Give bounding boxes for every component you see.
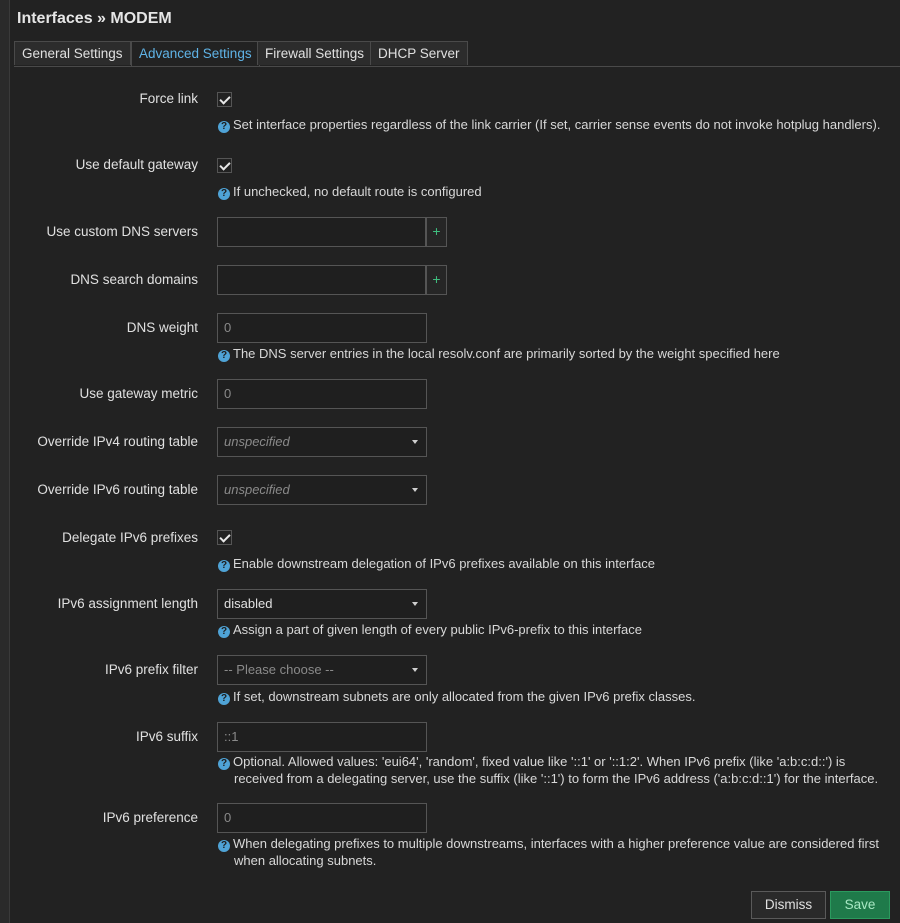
assign-length-value: disabled (224, 596, 273, 611)
ipv6-table-label: Override IPv6 routing table (37, 482, 198, 497)
dismiss-button[interactable]: Dismiss (751, 891, 826, 919)
custom-dns-label: Use custom DNS servers (46, 224, 198, 239)
suffix-label: IPv6 suffix (135, 729, 198, 744)
page-title: Interfaces » MODEM (17, 10, 172, 27)
tab-bar (14, 41, 900, 67)
chevron-down-icon (412, 488, 418, 492)
prefix-filter-label: IPv6 prefix filter (104, 662, 198, 677)
dns-weight-input[interactable]: 0 (217, 313, 427, 343)
prefix-filter-value: -- Please choose -- (224, 662, 334, 677)
assign-length-help (218, 621, 642, 638)
assign-length-label: IPv6 assignment length (57, 596, 198, 611)
help-text: If set, downstream subnets are only allocated from the given IPv6 prefix classes. (233, 689, 696, 704)
help-text: When delegating prefixes to multiple downstreams, interfaces with a higher preference value are considered first (233, 836, 880, 851)
help-text: Assign a part of given length of every public IPv6-prefix to this interface (233, 622, 642, 637)
dns-weight-label: DNS weight (126, 320, 198, 335)
help-icon: ? (218, 840, 230, 852)
help-text: Optional. Allowed values: 'eui64', 'random', fixed value like '::1' or '::1:2'. When IPv6 prefix (like 'a:b:c:d::') is (233, 754, 846, 769)
save-button[interactable]: Save (830, 891, 890, 919)
custom-dns-input[interactable] (217, 217, 426, 247)
help-text: when allocating subnets. (234, 853, 377, 868)
gateway-metric-input[interactable]: 0 (217, 379, 427, 409)
delegate-checkbox[interactable] (217, 530, 232, 545)
chevron-down-icon (412, 668, 418, 672)
help-icon: ? (218, 121, 230, 133)
prefix-filter-select[interactable] (217, 655, 427, 685)
ipv4-table-value: unspecified (224, 434, 290, 449)
dns-search-label: DNS search domains (70, 272, 198, 287)
suffix-help (218, 753, 878, 787)
tab-firewall-settings[interactable]: Firewall Settings (257, 41, 372, 65)
prefix-filter-help (218, 688, 695, 705)
default-gateway-help (218, 183, 482, 200)
tab-general-settings[interactable]: General Settings (14, 41, 131, 65)
preference-label: IPv6 preference (102, 810, 198, 825)
help-icon: ? (218, 560, 230, 572)
force-link-checkbox[interactable] (217, 92, 232, 107)
help-text: received from a delegating server, use the suffix (like '::1') to form the IPv6 address ('a:b:c:d::1') for the interface. (234, 771, 879, 786)
tab-advanced-settings[interactable]: Advanced Settings (131, 41, 260, 66)
help-icon: ? (218, 758, 230, 770)
gateway-metric-label: Use gateway metric (79, 386, 198, 401)
delegate-help (218, 555, 655, 572)
dns-search-input[interactable] (217, 265, 426, 295)
preference-help (218, 835, 879, 869)
chevron-down-icon (412, 440, 418, 444)
dns-search-add-button[interactable]: + (426, 265, 447, 295)
suffix-input[interactable]: ::1 (217, 722, 427, 752)
help-icon: ? (218, 626, 230, 638)
modal-dialog (9, 0, 900, 923)
tab-dhcp-server[interactable]: DHCP Server (370, 41, 468, 65)
help-text: Set interface properties regardless of the link carrier (If set, carrier sense events do not invoke hotplug handlers). (233, 117, 881, 132)
custom-dns-add-button[interactable]: + (426, 217, 447, 247)
preference-input[interactable]: 0 (217, 803, 427, 833)
ipv6-table-select[interactable] (217, 475, 427, 505)
help-text: Enable downstream delegation of IPv6 prefixes available on this interface (233, 556, 656, 571)
help-text: If unchecked, no default route is configured (233, 184, 482, 199)
delegate-label: Delegate IPv6 prefixes (62, 530, 198, 545)
default-gateway-checkbox[interactable] (217, 158, 232, 173)
dns-weight-help (218, 345, 780, 362)
ipv4-table-label: Override IPv4 routing table (37, 434, 198, 449)
default-gateway-label: Use default gateway (75, 157, 198, 172)
help-icon: ? (218, 350, 230, 362)
force-link-help (218, 116, 880, 133)
ipv6-table-value: unspecified (224, 482, 290, 497)
help-text: The DNS server entries in the local resolv.conf are primarily sorted by the weight specified here (233, 346, 780, 361)
help-icon: ? (218, 188, 230, 200)
assign-length-select[interactable] (217, 589, 427, 619)
force-link-label: Force link (139, 91, 198, 106)
help-icon: ? (218, 693, 230, 705)
chevron-down-icon (412, 602, 418, 606)
ipv4-table-select[interactable] (217, 427, 427, 457)
